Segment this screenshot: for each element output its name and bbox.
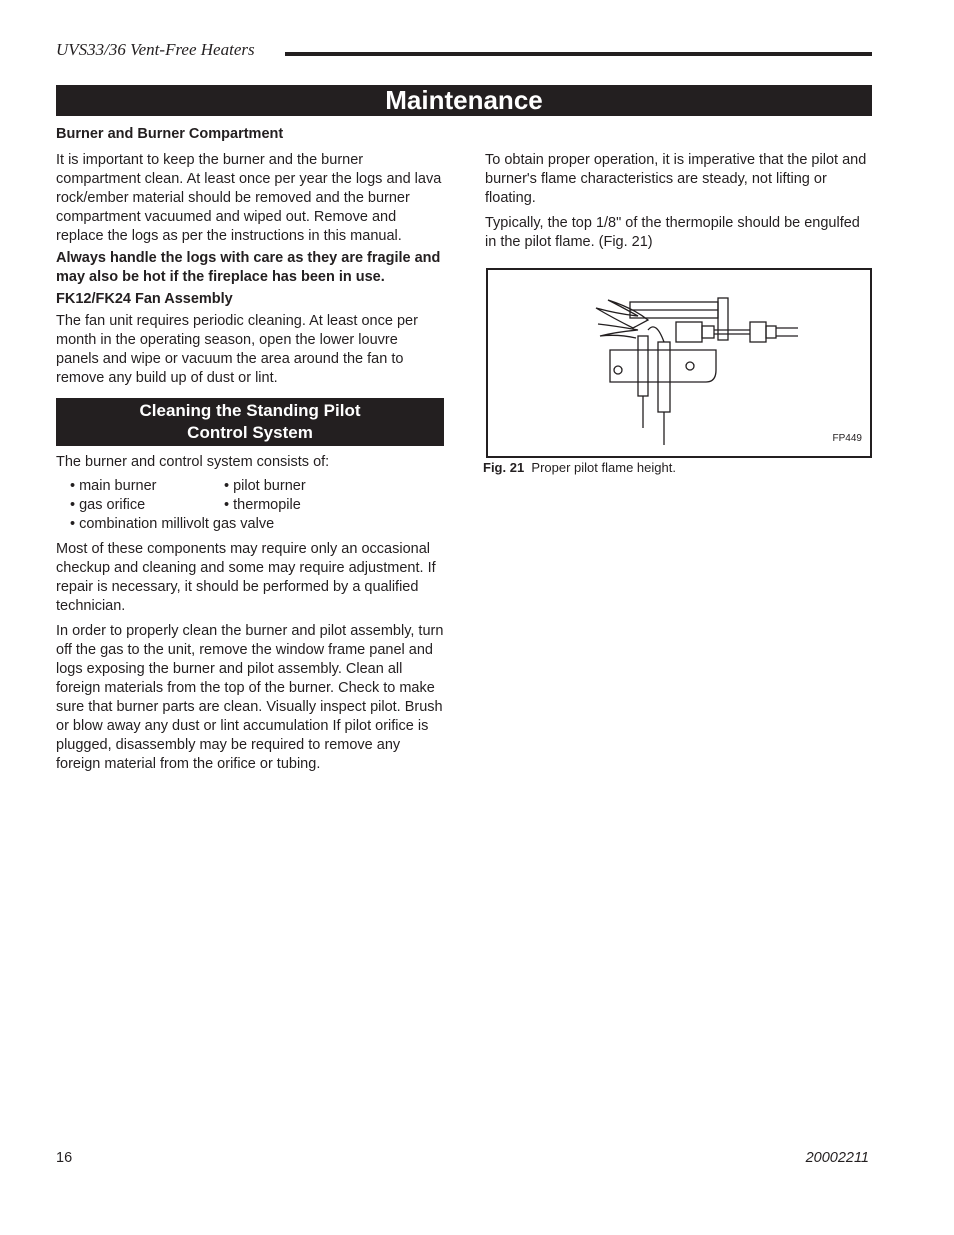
figure-pilot-assembly [486,268,872,458]
list-item: • thermopile [224,497,301,513]
left-column [56,125,444,774]
paragraph-cleaning-procedure: In order to properly clean the burner and pilot assembly, turn off the gas to the unit, remove the window frame panel and logs exposing the burner and pilot assembly. Clean all foreign materials from the top of the burner. Check to make sure that burner parts are clean. Visually inspect pilot. Brush or blow away any dust or lint accumulation If pilot orifice is plugged, disassembly may be required to remove any foreign material from the orifice or tubing. [56,623,444,772]
paragraph-thermopile: Typically, the top 1/8" of the thermopile should be engulfed in the pilot flame. (Fig. 21) [485,215,860,250]
component-list [70,477,444,534]
figure-code: FP449 [832,433,862,444]
section-heading-burner: Burner and Burner Compartment [56,126,284,142]
header-title: UVS33/36 Vent-Free Heaters [56,40,255,59]
pilot-assembly-illustration [488,270,870,456]
subbanner-line2: Control System [187,423,313,442]
page-number: 16 [56,1150,73,1166]
paragraph-flame-characteristics: To obtain proper operation, it is imperative that the pilot and burner's flame characteristics are steady, not lifting or floating. [485,152,867,206]
page-title-banner: Maintenance [56,85,872,116]
figure-caption [483,460,676,476]
list-item: • main burner [70,478,157,494]
figure-caption-label: Fig. 21 [483,460,525,475]
right-column [485,151,873,252]
section-heading-fan: FK12/FK24 Fan Assembly [56,291,233,307]
paragraph-fan: The fan unit requires periodic cleaning. At least once per month in the operating season, open the lower louvre panels and wipe or vacuum the area around the fan to remove any build up of dust or lint. [56,313,418,386]
warning-paragraph: Always handle the logs with care as they are fragile and may also be hot if the fireplace has been in use. [56,250,441,285]
paragraph-burner-clean: It is important to keep the burner and the burner compartment clean. At least once per year the logs and lava rock/ember material should be removed and the burner compartment vacuumed and wiped out. Remove and replace the logs as per the instructions in this manual. [56,152,442,244]
list-item: • combination millivolt gas valve [70,516,275,532]
list-item: • pilot burner [224,478,306,494]
paragraph-checkup: Most of these components may require only an occasional checkup and cleaning and some may require adjustment. If repair is necessary, it should be performed by a qualified technician. [56,541,436,614]
list-item: • gas orifice [70,497,146,513]
subbanner-line1: Cleaning the Standing Pilot [139,401,361,420]
figure-caption-text: Proper pilot flame height. [531,460,676,475]
system-intro: The burner and control system consists of: [56,454,330,470]
document-number: 20002211 [805,1150,869,1166]
subsection-banner [56,398,444,446]
header-rule [285,52,872,56]
